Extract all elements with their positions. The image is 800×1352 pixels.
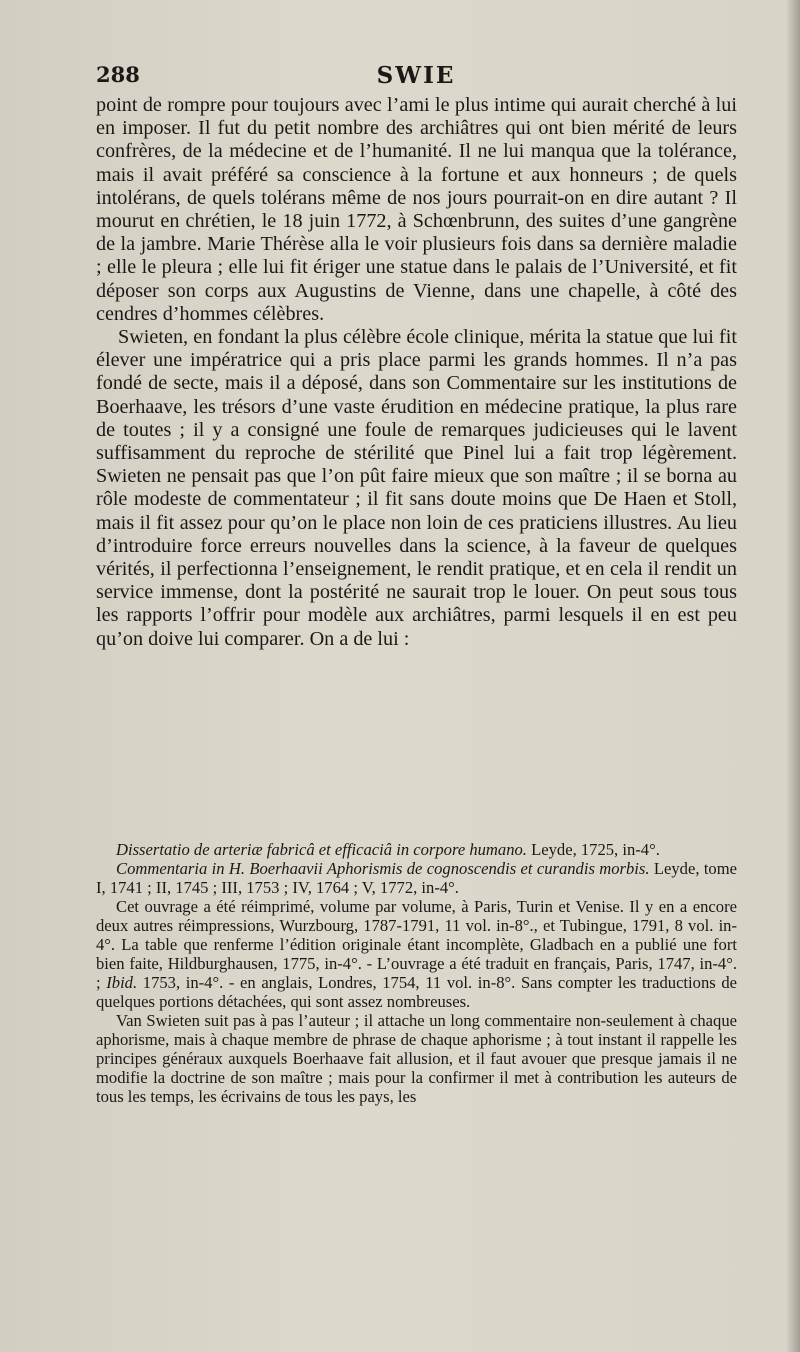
bibliography-notes xyxy=(96,840,737,1106)
page-header xyxy=(96,62,736,92)
note-editions-ibid: Ibid. xyxy=(106,973,138,992)
note-dissertatio-title: Dissertatio de arteriæ fabricâ et efficaciâ in corpore humano. xyxy=(116,840,527,859)
main-text xyxy=(96,94,737,651)
paragraph-2: Swieten, en fondant la plus célèbre école clinique, mérita la statue que lui fit élever une impératrice qui a pris place parmi les grands hommes. Il n’a pas fondé de secte, mais il a déposé, dans son Commentaire sur les institutions de Boerhaave, les trésors d’une vaste érudition en médecine pratique, la plus rare de toutes ; il y a consigné une foule de remarques judicieuses qui le lavent suffisamment du reproche de stérilité que Pinel lui a fait trop légèrement. Swieten ne pensait pas que l’on pût faire mieux que son maître ; il se borna au rôle modeste de commentateur ; il fit sans doute moins que De Haen et Stoll, mais il fit assez pour qu’on le place non loin de ces praticiens illustres. Au lieu d’introduire force erreurs nouvelles dans la science, à la faveur de quelques vérités, il perfectionna l’enseignement, le rendit pratique, et en cela il rendit un service immense, dont la postérité ne saurait trop le louer. On peut sous tous les rapports l’offrir pour modèle aux archiâtres, parmi lesquels il en est peu qu’on doive lui comparer. On a de lui : xyxy=(96,326,737,650)
note-editions-text-b: 1753, in-4°. - en anglais, Londres, 1754, 11 vol. in-8°. Sans compter les traductions de quelques portions détachées, qui sont assez nombreuses. xyxy=(96,973,737,1011)
paragraph-1: point de rompre pour toujours avec l’ami le plus intime qui aurait cherché à lui en imposer. Il fut du petit nombre des archiâtres qui ont bien mérité de leurs confrères, de la médecine et de l’humanité. Il ne lui manqua que la tolérance, mais il avait préféré sa conscience à la fortune et aux honneurs ; de quels intolérans, de quels tolérans même de nos jours pourrait-on en dire autant ? Il mourut en chrétien, le 18 juin 1772, à Schœnbrunn, des suites d’une gangrène de la jambre. Marie Thérèse alla le voir plusieurs fois dans sa dernière maladie ; elle le pleura ; elle lui fit ériger une statue dans le palais de l’Université, et fit déposer son corps aux Augustins de Vienne, dans une chapelle, à côté des cendres d’hommes célèbres. xyxy=(96,94,737,325)
note-editions-text-a: Cet ouvrage a été réimprimé, volume par volume, à Paris, Turin et Venise. Il y en a encore deux autres réimpressions, Wurzbourg, 1787-1791, 11 vol. in-8°., et Tubingue, 1791, 8 vol. in-4°. La table que renferme l’édition originale étant incomplète, Gladbach en a publié une fort bien faite, Hildburghausen, 1775, in-4°. - L’ouvrage a été traduit en français, Paris, 1747, in-4°. ; xyxy=(96,897,737,992)
note-dissertatio-details: Leyde, 1725, in-4°. xyxy=(526,840,660,859)
note-commentaria-title: Commentaria in H. Boerhaavii Aphorismis de cognoscendis et curandis morbis. xyxy=(116,859,650,878)
page-edge-shadow xyxy=(786,0,800,1352)
note-dissertatio xyxy=(96,840,737,859)
note-commentary-description: Van Swieten suit pas à pas l’auteur ; il attache un long commentaire non-seulement à chaque aphorisme, mais à chaque membre de phrase de chaque aphorisme ; à tout instant il rappelle les principes généraux auxquels Boerhaave fait allusion, et il faut avouer que presque jamais il ne modifie la doctrine de son maître ; mais pour la confirmer il met à contribution les auteurs de tous les temps, les écrivains de tous les pays, les xyxy=(96,1011,737,1106)
note-editions xyxy=(96,897,737,1011)
note-commentaria xyxy=(96,859,737,897)
page-number: 288 xyxy=(96,62,140,87)
note-commentaria-details: Leyde, tome I, 1741 ; II, 1745 ; III, 1753 ; IV, 1764 ; V, 1772, in-4°. xyxy=(96,859,737,897)
running-head: SWIE xyxy=(376,62,456,89)
